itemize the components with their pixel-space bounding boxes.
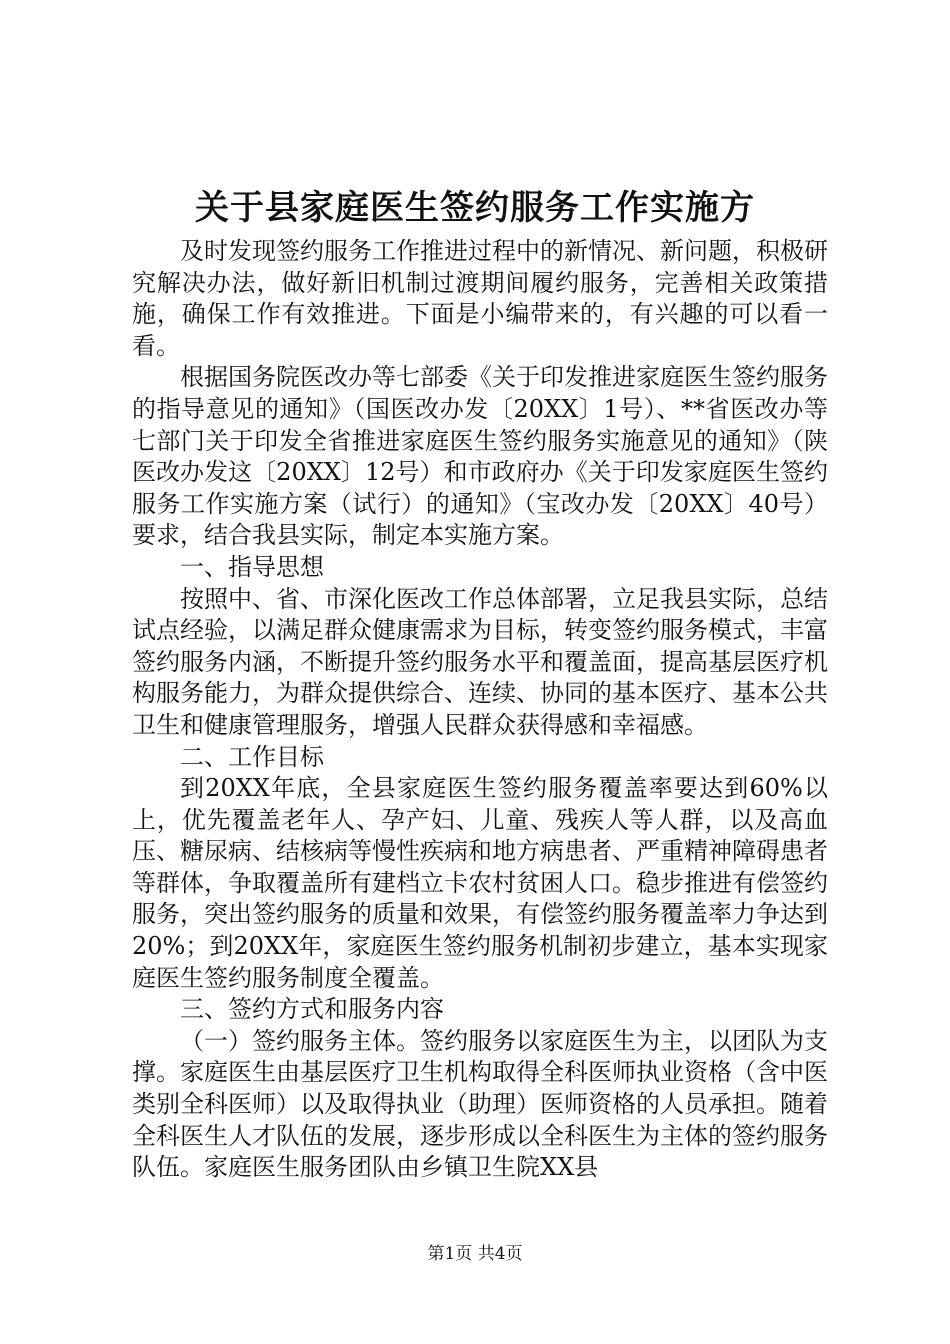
section-heading-guiding-ideology: 一、指导思想	[180, 552, 324, 581]
paragraph-work-goals: 到20XX年底，全县家庭医生签约服务覆盖率要达到60%以上，优先覆盖老年人、孕产妇、儿童、残疾人等人群，以及高血压、糖尿病、结核病等慢性疾病和地方病患者、严重精神障碍患者等群体，争取覆盖所有建档立卡农村贫困人口。稳步推进有偿签约服务，突出签约服务的质量和效果，有偿签约服务覆盖率力争达到20%；到20XX年，家庭医生签约服务机制初步建立，基本实现家庭医生签约服务制度全覆盖。	[132, 774, 828, 992]
paragraph-basis: 根据国务院医改办等七部委《关于印发推进家庭医生签约服务的指导意见的通知》（国医改办发〔20XX〕1号）、**省医改办等七部门关于印发全省推进家庭医生签约服务实施意见的通知》（陕医改办发这〔20XX〕12号）和市政府办《关于印发家庭医生签约服务工作实施方案（试行）的通知》（宝改办发〔20XX〕40号）要求，结合我县实际，制定本实施方案。	[132, 363, 828, 550]
document-title: 关于县家庭医生签约服务工作实施方	[195, 188, 755, 228]
paragraph-signing-subject: （一）签约服务主体。签约服务以家庭医生为主，以团队为支撑。家庭医生由基层医疗卫生机构取得全科医师执业资格（含中医类别全科医师）以及取得执业（助理）医师资格的人员承担。随着全科医生人才队伍的发展，逐步形成以全科医生为主体的签约服务队伍。家庭医生服务团队由乡镇卫生院XX县	[132, 1026, 828, 1182]
paragraph-intro: 及时发现签约服务工作推进过程中的新情况、新问题，积极研究解决办法，做好新旧机制过渡期间履约服务，完善相关政策措施，确保工作有效推进。下面是小编带来的，有兴趣的可以看一看。	[132, 237, 828, 360]
section-heading-work-goals: 二、工作目标	[180, 742, 324, 771]
document-body	[132, 236, 828, 1184]
section-heading-signing-methods: 三、签约方式和服务内容	[180, 995, 444, 1024]
page-footer: 第1页 共4页	[427, 1244, 523, 1264]
paragraph-guiding-ideology: 按照中、省、市深化医改工作总体部署，立足我县实际，总结试点经验，以满足群众健康需求为目标，转变签约服务模式，丰富签约服务内涵，不断提升签约服务水平和覆盖面，提高基层医疗机构服务能力，为群众提供综合、连续、协同的基本医疗、基本公共卫生和健康管理服务，增强人民群众获得感和幸福感。	[132, 584, 828, 739]
